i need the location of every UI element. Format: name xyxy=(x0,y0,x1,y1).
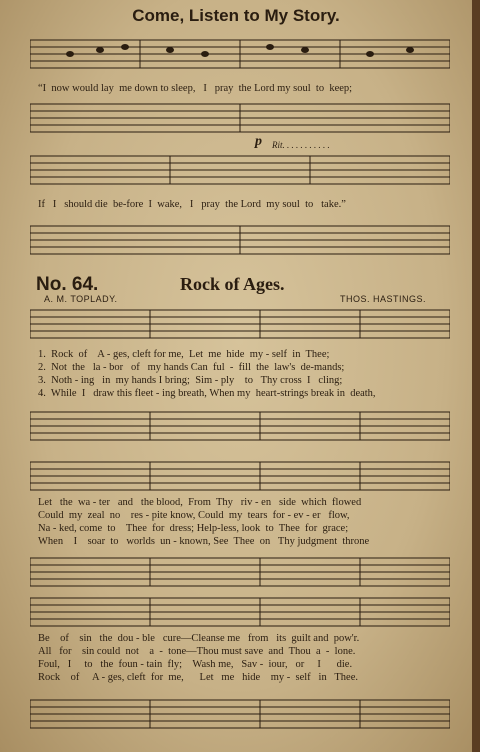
verse-line: When I soar to worlds un - known, See Thee on Thy judgment throne xyxy=(38,536,370,547)
dynamic-marking: p xyxy=(255,134,262,149)
verse-line: 4. While I draw this fleet - ing breath, When my heart-strings break in death, xyxy=(38,388,376,399)
verse-line: Let the wa - ter and the blood, From Thy riv - en side which flowed xyxy=(38,497,362,508)
music-staff xyxy=(30,696,450,736)
verse-line: Be of sin the dou - ble cure—Cleanse me from its guilt and pow'r. xyxy=(38,633,360,644)
page-edge xyxy=(472,0,480,752)
music-staff xyxy=(30,36,450,76)
music-staff xyxy=(30,152,450,192)
music-staff xyxy=(30,554,450,590)
tempo-marking: Rit. . . . . . . . . . . xyxy=(272,140,330,150)
music-staff xyxy=(30,222,450,258)
verse-line: Foul, I to the foun - tain fly; Wash me, Sav - iour, or I die. xyxy=(38,659,353,670)
verse-line: 2. Not the la - bor of my hands Can ful - fill the law's de-mands; xyxy=(38,362,345,373)
lyric-line: If I should die be-fore I wake, I pray the Lord my soul to take.” xyxy=(38,199,346,210)
hymn-number: No. 64. xyxy=(36,274,99,295)
music-staff xyxy=(30,594,450,630)
music-staff xyxy=(30,306,450,346)
author-credit: A. M. TOPLADY. xyxy=(44,294,118,304)
music-staff xyxy=(30,100,450,136)
verse-line: Rock of A - ges, cleft for me, Let me hide my - self in Thee. xyxy=(38,672,358,683)
lyric-line: “I now would lay me down to sleep, I pray the Lord my soul to keep; xyxy=(38,83,353,94)
music-staff xyxy=(30,408,450,444)
verse-line: Na - ked, come to Thee for dress; Help-less, look to Thee for grace; xyxy=(38,523,349,534)
verse-line: 1. Rock of A - ges, cleft for me, Let me hide my - self in Thee; xyxy=(38,349,330,360)
composer-credit: THOS. HASTINGS. xyxy=(340,294,427,304)
song-title: Come, Listen to My Story. xyxy=(132,6,340,25)
verse-line: 3. Noth - ing in my hands I bring; Sim - ply to Thy cross I cling; xyxy=(38,375,343,386)
music-staff xyxy=(30,458,450,494)
verse-line: All for sin could not a - tone—Thou must save and Thou a - lone. xyxy=(38,646,356,657)
verse-line: Could my zeal no res - pite know, Could my tears for - ev - er flow, xyxy=(38,510,350,521)
hymn-title: Rock of Ages. xyxy=(180,274,285,294)
